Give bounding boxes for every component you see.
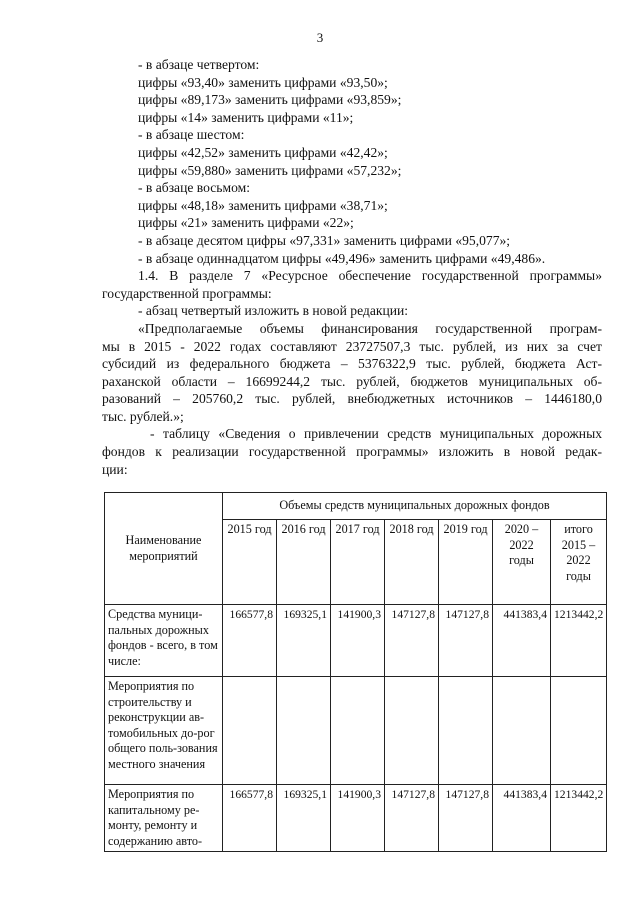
table-cell xyxy=(385,677,439,785)
table-cell: 169325,1 xyxy=(277,785,331,852)
year-header: итого 2015 – 2022 годы xyxy=(551,520,607,605)
table-cell: 141900,3 xyxy=(331,785,385,852)
document-body xyxy=(102,56,602,478)
paragraph-line: фондов к реализации государственной программы» изложить в новой редак- xyxy=(102,444,602,460)
year-header: 2015 год xyxy=(223,520,277,605)
table-cell: 169325,1 xyxy=(277,605,331,677)
paragraph-line: - в абзаце восьмом: xyxy=(138,180,251,196)
paragraph-line: 1.4. В разделе 7 «Ресурсное обеспечение государственной программы» xyxy=(138,268,602,284)
paragraph-line: - в абзаце шестом: xyxy=(138,127,245,143)
funds-table xyxy=(104,492,607,852)
paragraph-line: цифры «89,173» заменить цифрами «93,859»; xyxy=(138,92,402,108)
paragraph-line: цифры «93,40» заменить цифрами «93,50»; xyxy=(138,74,388,90)
table-row xyxy=(105,785,607,852)
year-header: 2017 год xyxy=(331,520,385,605)
table-cell: 166577,8 xyxy=(223,785,277,852)
paragraph-line: цифры «42,52» заменить цифрами «42,42»; xyxy=(138,144,388,160)
table-cell: 141900,3 xyxy=(331,605,385,677)
paragraph-line: - в абзаце десятом цифры «97,331» заменить цифрами «95,077»; xyxy=(138,232,511,248)
paragraph-line: цифры «14» заменить цифрами «11»; xyxy=(138,109,354,125)
paragraph-line: «Предполагаемые объемы финансирования государственной програм- xyxy=(138,320,602,336)
table-cell: 1213442,2 xyxy=(551,605,607,677)
name-column-header: Наименование мероприятий xyxy=(105,493,223,605)
page-number: 3 xyxy=(316,30,324,45)
paragraph-line: - абзац четвертый изложить в новой редакции: xyxy=(138,303,409,319)
table-cell: 147127,8 xyxy=(385,785,439,852)
year-header: 2020 – 2022 годы xyxy=(493,520,551,605)
table-header-row xyxy=(105,493,607,520)
paragraph-line: разований – 205760,2 тыс. рублей, внебюджетных источников – 1446180,0 xyxy=(102,391,602,407)
table-cell: 441383,4 xyxy=(493,605,551,677)
year-header: 2018 год xyxy=(385,520,439,605)
table-row xyxy=(105,677,607,785)
table-cell xyxy=(277,677,331,785)
table-cell xyxy=(551,677,607,785)
table-row xyxy=(105,605,607,677)
paragraph-line: цифры «48,18» заменить цифрами «38,71»; xyxy=(138,197,388,213)
table-cell: 147127,8 xyxy=(439,785,493,852)
paragraph-line: - в абзаце одиннадцатом цифры «49,496» заменить цифрами «49,486». xyxy=(138,250,546,266)
paragraph-line: раханской области – 16699244,2 тыс. рублей, бюджетов муниципальных об- xyxy=(102,373,602,389)
table-cell: 441383,4 xyxy=(493,785,551,852)
table-cell xyxy=(439,677,493,785)
table-cell: 147127,8 xyxy=(385,605,439,677)
paragraph-line: цифры «21» заменить цифрами «22»; xyxy=(138,215,354,231)
year-header: 2019 год xyxy=(439,520,493,605)
table-cell: 166577,8 xyxy=(223,605,277,677)
table-cell xyxy=(223,677,277,785)
paragraph-line: государственной программы: xyxy=(102,285,272,301)
paragraph-line: - таблицу «Сведения о привлечении средств муниципальных дорожных xyxy=(150,426,602,442)
paragraph-line: - в абзаце четвертом: xyxy=(138,57,260,72)
table-cell xyxy=(331,677,385,785)
table-cell: 147127,8 xyxy=(439,605,493,677)
table-cell: 1213442,2 xyxy=(551,785,607,852)
paragraph-line: мы в 2015 - 2022 годах составляют 23727507,3 тыс. рублей, из них за счет xyxy=(102,338,602,354)
paragraph-line: субсидий из федерального бюджета – 5376322,9 тыс. рублей, бюджета Аст- xyxy=(102,356,602,372)
paragraph-line: тыс. рублей.»; xyxy=(102,408,184,424)
table-cell xyxy=(493,677,551,785)
row-name: Средства муници-пальных дорожных фондов - всего, в том числе: xyxy=(105,605,223,677)
row-name: Мероприятия по строительству и реконструкции ав-томобильных до-рог общего поль-зования местного значения xyxy=(105,677,223,785)
paragraph-line: ции: xyxy=(102,461,128,477)
funds-group-header: Объемы средств муниципальных дорожных фондов xyxy=(223,493,607,520)
paragraph-line: цифры «59,880» заменить цифрами «57,232»; xyxy=(138,162,402,178)
row-name: Мероприятия по капитальному ре-монту, ремонту и содержанию авто- xyxy=(105,785,223,852)
year-header: 2016 год xyxy=(277,520,331,605)
